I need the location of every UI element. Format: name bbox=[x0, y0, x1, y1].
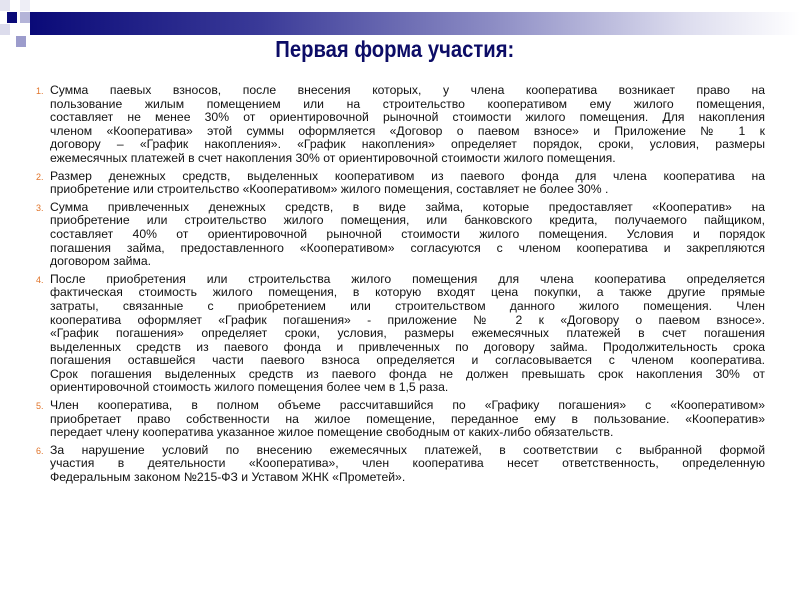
paragraph-line: Федеральным законом №215-ФЗ и Уставом ЖНК «Прометей». bbox=[50, 471, 406, 485]
square-decoration bbox=[0, 24, 10, 35]
list-number: 4. bbox=[36, 274, 44, 285]
paragraph-line: кооператива оформляет «График погашения» - приложение № 2 к «Договору о паевом взносе». bbox=[50, 313, 765, 327]
paragraph-line: Сумма привлеченных денежных средств, в виде займа, которые предоставляет «Кооператив» на bbox=[50, 200, 765, 214]
header-gradient-bar bbox=[30, 12, 800, 35]
paragraph-line: договору – «График накопления». «График накопления» определяет порядок, сроки, условия, размеры bbox=[50, 138, 765, 152]
slide-title-text: Первая форма участия: bbox=[275, 36, 515, 62]
list-number: 6. bbox=[36, 445, 44, 456]
paragraph-line: передает члену кооператива указанное жилое помещение свободным от каких-либо обязательств. bbox=[50, 426, 614, 440]
paragraph-line: Член кооператива, в полном объеме рассчитавшийся по «Графику погашения» с «Кооперативом» bbox=[50, 399, 765, 413]
list-item bbox=[36, 399, 765, 440]
paragraph-line: пользование жилым помещением или на строительство кооперативом ему жилого помещения, bbox=[50, 97, 765, 111]
numbered-list bbox=[36, 84, 765, 489]
list-number: 3. bbox=[36, 202, 44, 213]
paragraph-line: приобретение или строительство «Кооперативом» жилого помещения, составляет не более 30% . bbox=[50, 183, 609, 197]
paragraph-line: ориентировочной стоимость жилого помещения более чем в 1,5 раза. bbox=[50, 381, 449, 395]
paragraph-line: За нарушение условий по внесению ежемесячных платежей, в соответствии с выбранной формой bbox=[50, 443, 765, 457]
list-item bbox=[36, 169, 765, 197]
paragraph-line: членом «Кооператива» этой суммы оформляется «Договор о паевом взносе» и Приложение № 1 к bbox=[50, 124, 765, 138]
list-item bbox=[36, 200, 765, 269]
square-decoration bbox=[20, 12, 30, 23]
list-number: 2. bbox=[36, 171, 44, 182]
paragraph-line: составляет не менее 30% от ориентировочной рыночной стоимости жилого помещения. Для накопления bbox=[50, 111, 765, 125]
paragraph-line: Размер денежных средств, выделенных кооперативом из паевого фонда для члена кооператива на bbox=[50, 169, 765, 183]
paragraph-line: договором займа. bbox=[50, 255, 151, 269]
paragraph-line: После приобретения или строительства жилого помещения для члена кооператива определяется bbox=[50, 272, 765, 286]
list-number: 1. bbox=[36, 86, 44, 96]
square-decoration bbox=[20, 0, 30, 11]
list-number: 5. bbox=[36, 401, 44, 412]
paragraph-line: затраты, связанные с приобретением или строительством данного жилого помещения. Член bbox=[50, 299, 765, 313]
paragraph-line: фактическая стоимость жилого помещения, в которую входят цена покупки, а также другие прямые bbox=[50, 286, 765, 300]
paragraph-line: погашения оставшейся части паевого взноса определяется и согласовывается с членом кооператива. bbox=[50, 354, 765, 368]
paragraph-line: участия в деятельности «Кооператива», член кооператива несет ответственность, определенную bbox=[50, 457, 765, 471]
paragraph-line: «График погашения» определяет сроки, условия, размеры ежемесячных платежей в счет погашения bbox=[50, 327, 765, 341]
paragraph-line: погашения займа, предоставленного «Кооперативом» согласуются с членом кооператива и закрепляются bbox=[50, 241, 765, 255]
slide-title bbox=[0, 36, 790, 63]
list-item bbox=[36, 84, 765, 166]
paragraph-line: приобретает право собственности на жилое помещение, переданное ему в пользование. «Кооператив» bbox=[50, 412, 765, 426]
paragraph-line: составляет 40% от ориентировочной рыночной стоимости жилого помещения. Условия и порядок bbox=[50, 227, 765, 241]
paragraph-line: приобретение или строительство жилого помещения, или банковского кредита, получаемого пайщиком, bbox=[50, 214, 765, 228]
list-item bbox=[36, 272, 765, 395]
paragraph-line: выделенных средств из паевого фонда и привлеченных по договору займа. Продолжительность срока bbox=[50, 340, 765, 354]
square-decoration bbox=[7, 12, 17, 23]
paragraph-line: Сумма паевых взносов, после внесения которых, у члена кооператива возникает право на bbox=[50, 84, 765, 97]
paragraph-line: ежемесячных платежей в счет накопления 30% от ориентировочной стоимости жилого помещения. bbox=[50, 151, 616, 165]
list-item bbox=[36, 443, 765, 485]
square-decoration bbox=[0, 0, 10, 11]
paragraph-line: Срок погашения выделенных средств из паевого фонда не должен превышать срок накопления 30% от bbox=[50, 367, 765, 381]
